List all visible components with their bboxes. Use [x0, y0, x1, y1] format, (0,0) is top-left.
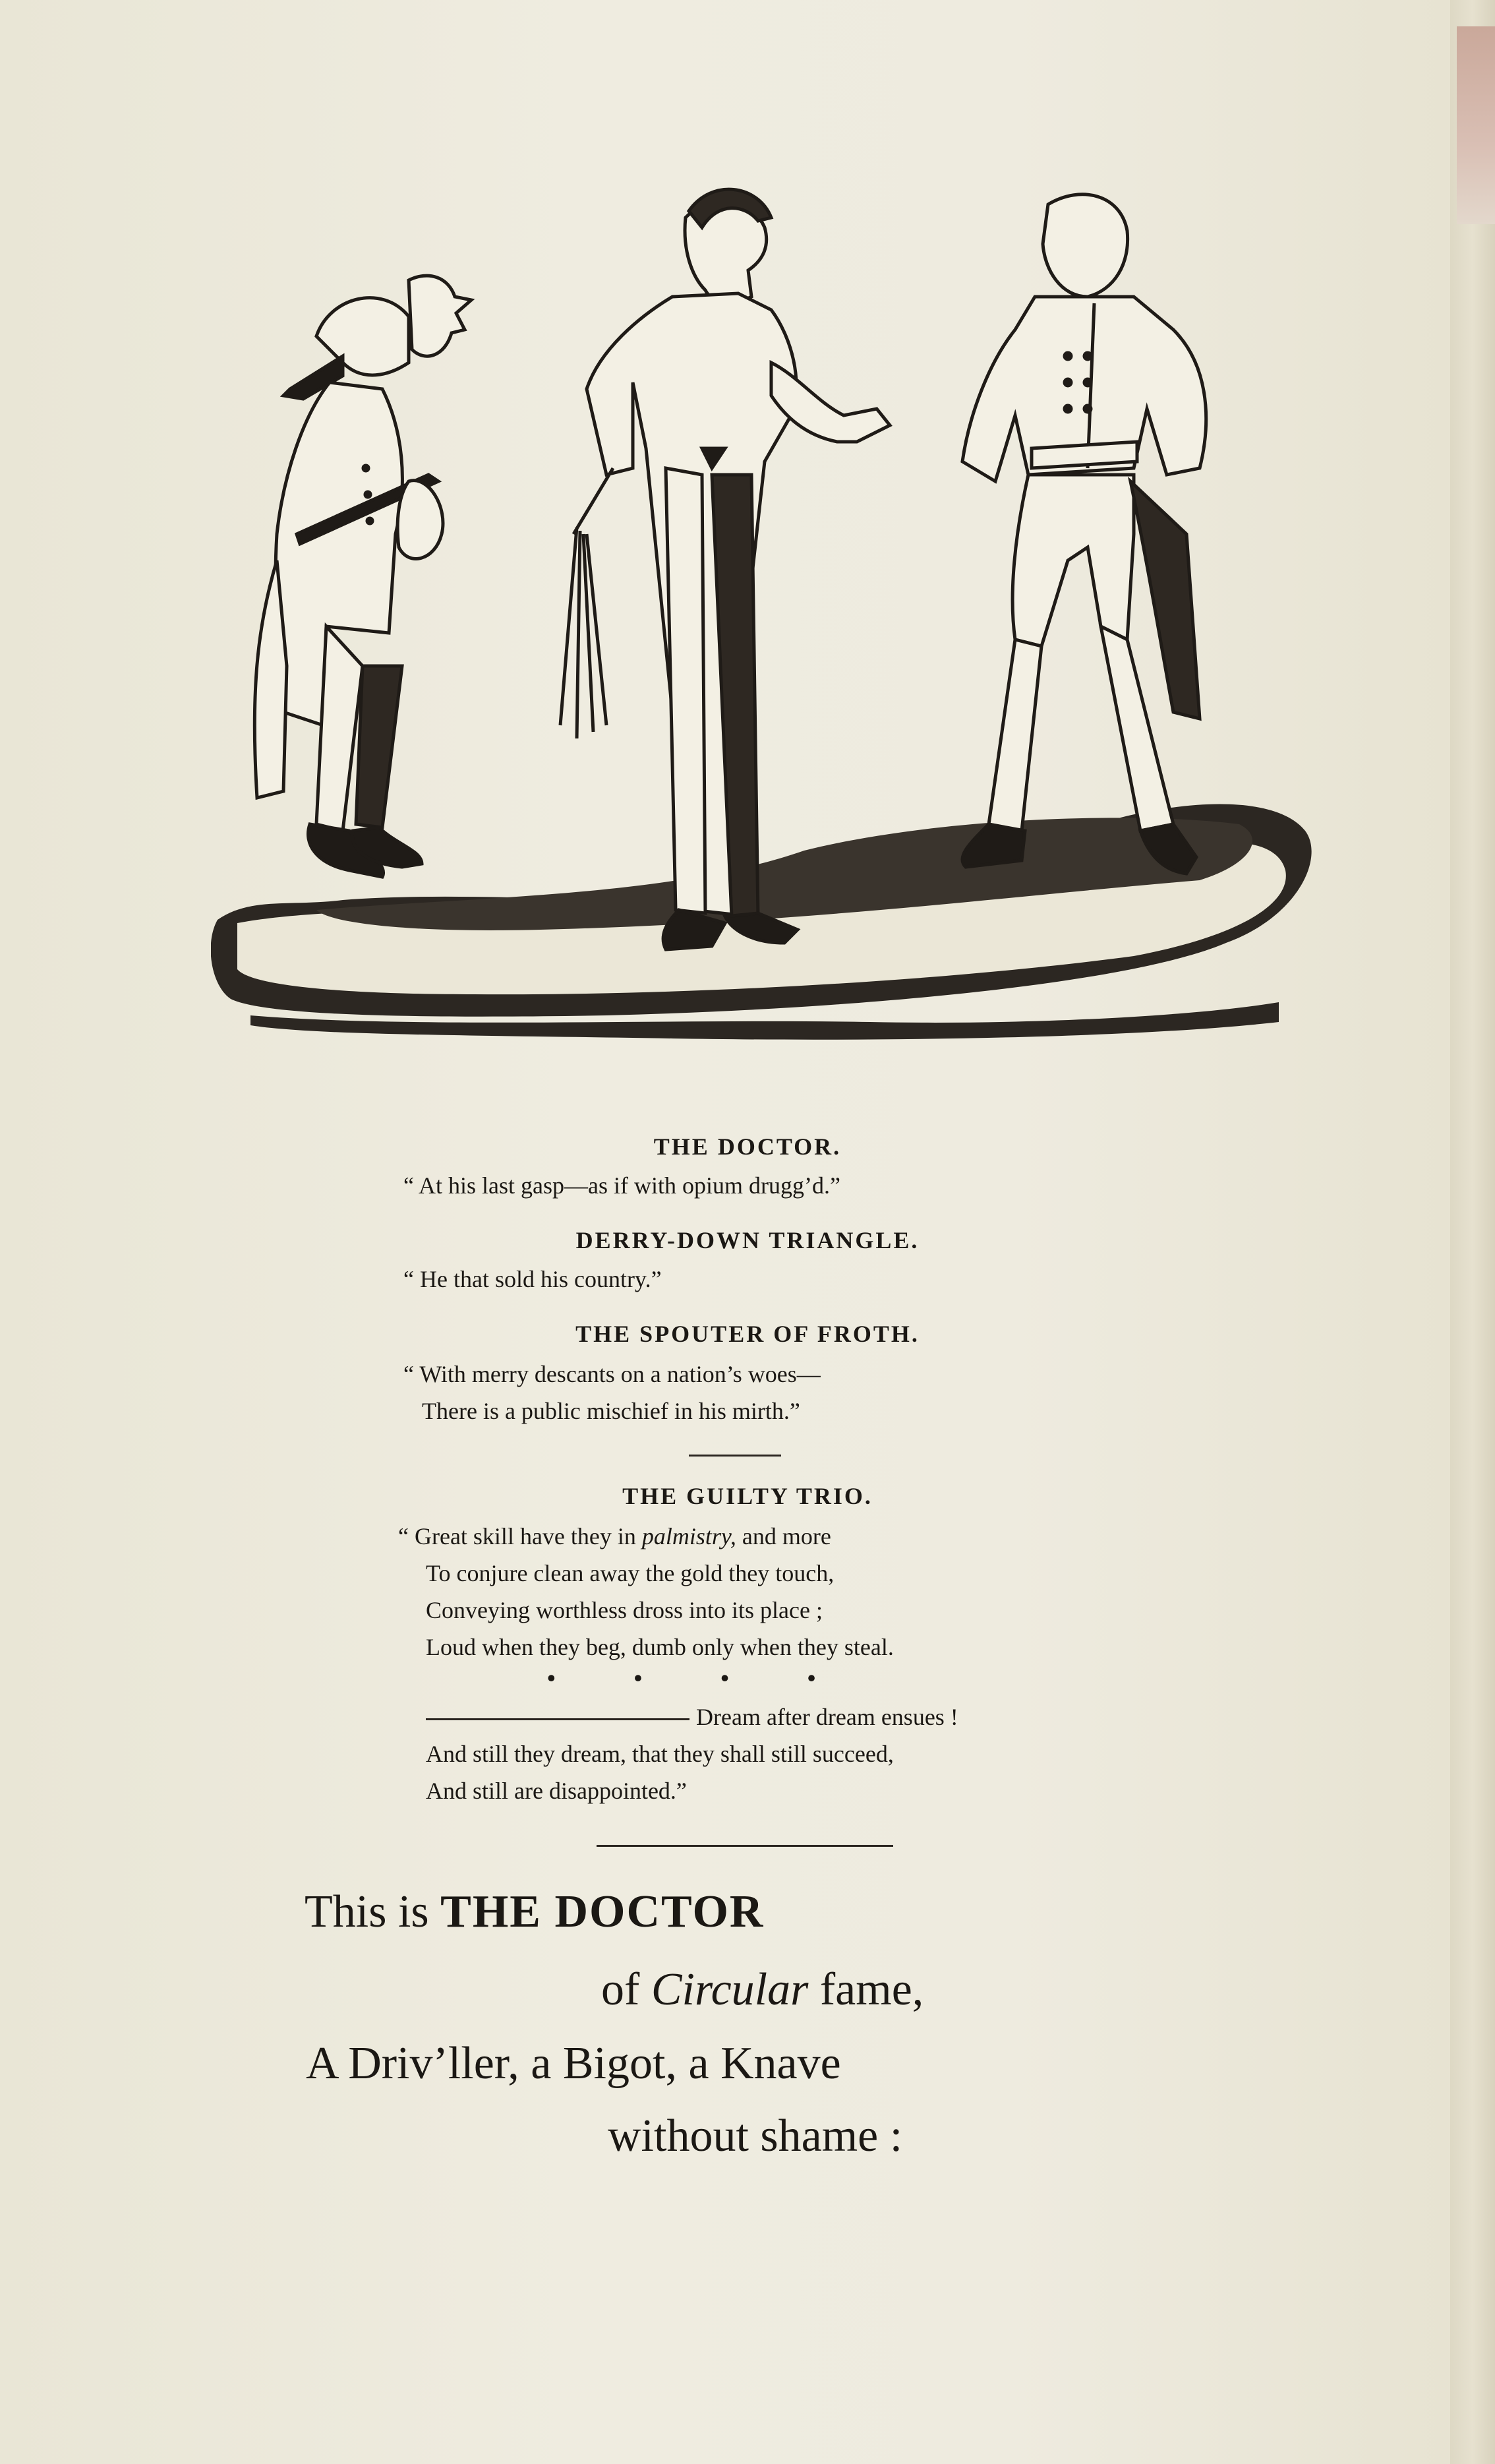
figure-stout-man-hands-on-hips [962, 195, 1206, 874]
woodcut-illustration [211, 165, 1318, 1075]
caption-quote-derry-down: “ He that sold his country.” [403, 1266, 662, 1292]
caption-heading-derry-down: DERRY-DOWN TRIANGLE. [575, 1227, 920, 1253]
trio-line-1 [398, 1518, 831, 1555]
caption-heading-doctor: THE DOCTOR. [653, 1133, 842, 1160]
edge-stain [1457, 26, 1495, 224]
stanza-line-4: without shame : [608, 2111, 903, 2161]
figure-lean-man-wig [254, 276, 471, 877]
stanza-line-2 [601, 1964, 923, 2016]
closing-line-1: And still they dream, that they shall still succeed, [426, 1741, 894, 1767]
caption-quote-doctor: “ At his last gasp—as if with opium drugg’d.” [403, 1172, 840, 1199]
stanza-line-3: A Driv’ller, a Bigot, a Knave [306, 2038, 841, 2089]
trio-line-3: Conveying worthless dross into its place ; [426, 1597, 823, 1623]
caption-heading-spouter: THE SPOUTER OF FROTH. [575, 1321, 920, 1347]
short-rule [689, 1455, 781, 1457]
asterism-dots: • • • • [547, 1665, 816, 1691]
stanza-line-2-pre: of [601, 1964, 651, 2015]
stanza-circular: Circular [651, 1964, 809, 2015]
closing-line-2: And still are disappointed.” [426, 1778, 687, 1804]
trio-line-4: Loud when they beg, dumb only when they steal. [426, 1634, 894, 1660]
dream-dash [426, 1718, 689, 1720]
trio-palmistry: palmistry, [641, 1523, 736, 1549]
stanza-the-doctor: THE DOCTOR [440, 1886, 765, 1937]
trio-line-1-end: and more [736, 1523, 831, 1549]
caption-quote-spouter-line2: There is a public mischief in his mirth.” [422, 1398, 800, 1424]
trio-line-2: To conjure clean away the gold they touch, [426, 1560, 835, 1586]
stanza-line-1-pre: This is [305, 1886, 441, 1937]
trio-line-1-start: “ Great skill have they in [398, 1523, 642, 1549]
caption-quote-spouter-line1: “ With merry descants on a nation’s woes— [403, 1361, 821, 1387]
figure-tall-man-whip [560, 189, 890, 949]
caption-heading-guilty-trio: THE GUILTY TRIO. [622, 1483, 873, 1509]
long-rule [597, 1845, 893, 1847]
stanza-line-1 [305, 1886, 764, 1938]
stanza-line-2-post: fame, [808, 1964, 924, 2015]
dream-line [426, 1698, 958, 1735]
dream-text: Dream after dream ensues ! [696, 1704, 958, 1730]
